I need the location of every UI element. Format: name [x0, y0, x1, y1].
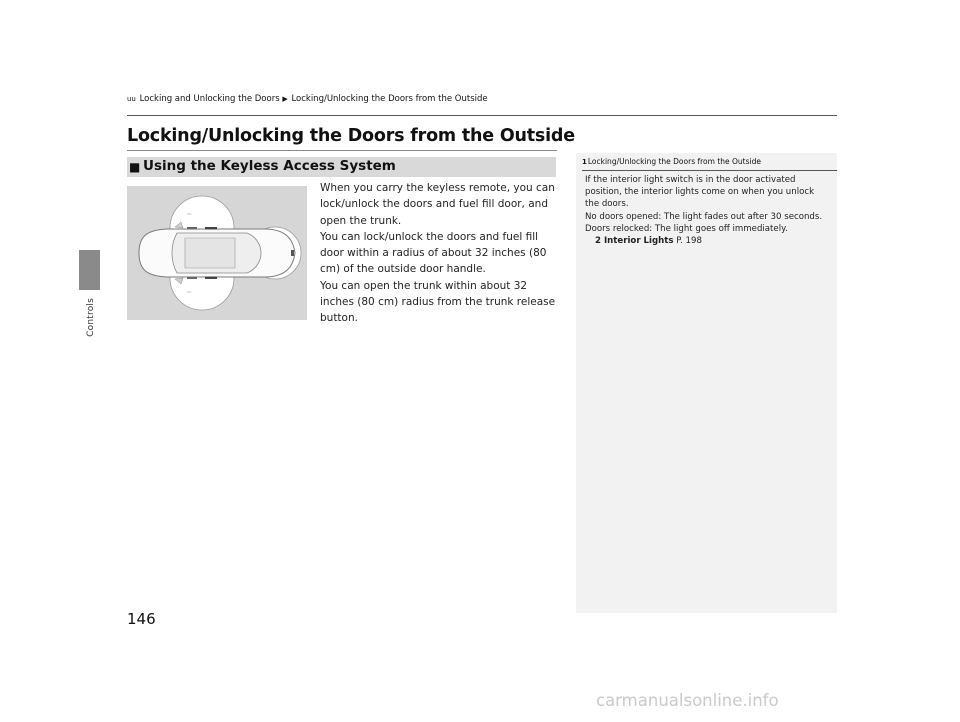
- page-title: Locking/Unlocking the Doors from the Outside: [127, 126, 575, 146]
- chapter-tab: [79, 250, 100, 290]
- reference-page: P. 198: [676, 236, 702, 247]
- note-body: [585, 174, 830, 247]
- note-divider: [582, 170, 837, 171]
- car-range-illustration: [127, 186, 307, 320]
- header-divider: [127, 115, 837, 116]
- note-paragraph: If the interior light switch is in the door activated position, the interior lights come on when you unlock the doors.: [585, 175, 815, 210]
- watermark: carmanualsonline.info: [596, 691, 779, 710]
- body-text: [320, 180, 556, 327]
- note-paragraph: No doors opened: The light fades out after 30 seconds.: [585, 211, 823, 222]
- breadcrumb-marker-icon: uu: [127, 95, 136, 103]
- body-paragraph: You can open the trunk within about 32 inches (80 cm) radius from the trunk release button.: [320, 279, 556, 325]
- note-cross-reference[interactable]: [585, 235, 830, 247]
- car-top-view-icon: [127, 186, 307, 320]
- breadcrumb-separator-icon: ▶: [282, 95, 288, 103]
- note-heading: [582, 157, 761, 166]
- page-number: 146: [127, 610, 156, 628]
- body-paragraph: You can lock/unlock the doors and fuel fill door within a radius of about 32 inches (80 cm) of the outside door handle.: [320, 230, 547, 276]
- side-note-panel: [576, 153, 837, 613]
- reference-title[interactable]: Interior Lights: [603, 236, 674, 247]
- section-heading-bar: [127, 157, 556, 177]
- note-number: 1: [582, 158, 587, 166]
- body-paragraph: When you carry the keyless remote, you can lock/unlock the doors and fuel fill door, and open the trunk.: [320, 182, 555, 227]
- chapter-label: Controls: [86, 298, 96, 337]
- breadcrumb: [127, 94, 488, 104]
- section-square-icon: ■: [129, 160, 141, 174]
- note-paragraph: Doors relocked: The light goes off immediately.: [585, 223, 788, 234]
- breadcrumb-item-outside[interactable]: Locking/Unlocking the Doors from the Outside: [291, 94, 488, 104]
- section-heading: Using the Keyless Access System: [143, 158, 396, 174]
- reference-arrow-icon: 2: [595, 236, 601, 247]
- title-divider: [127, 150, 557, 151]
- note-heading-text: Locking/Unlocking the Doors from the Outside: [587, 157, 761, 166]
- breadcrumb-item-locking[interactable]: Locking and Unlocking the Doors: [139, 94, 280, 104]
